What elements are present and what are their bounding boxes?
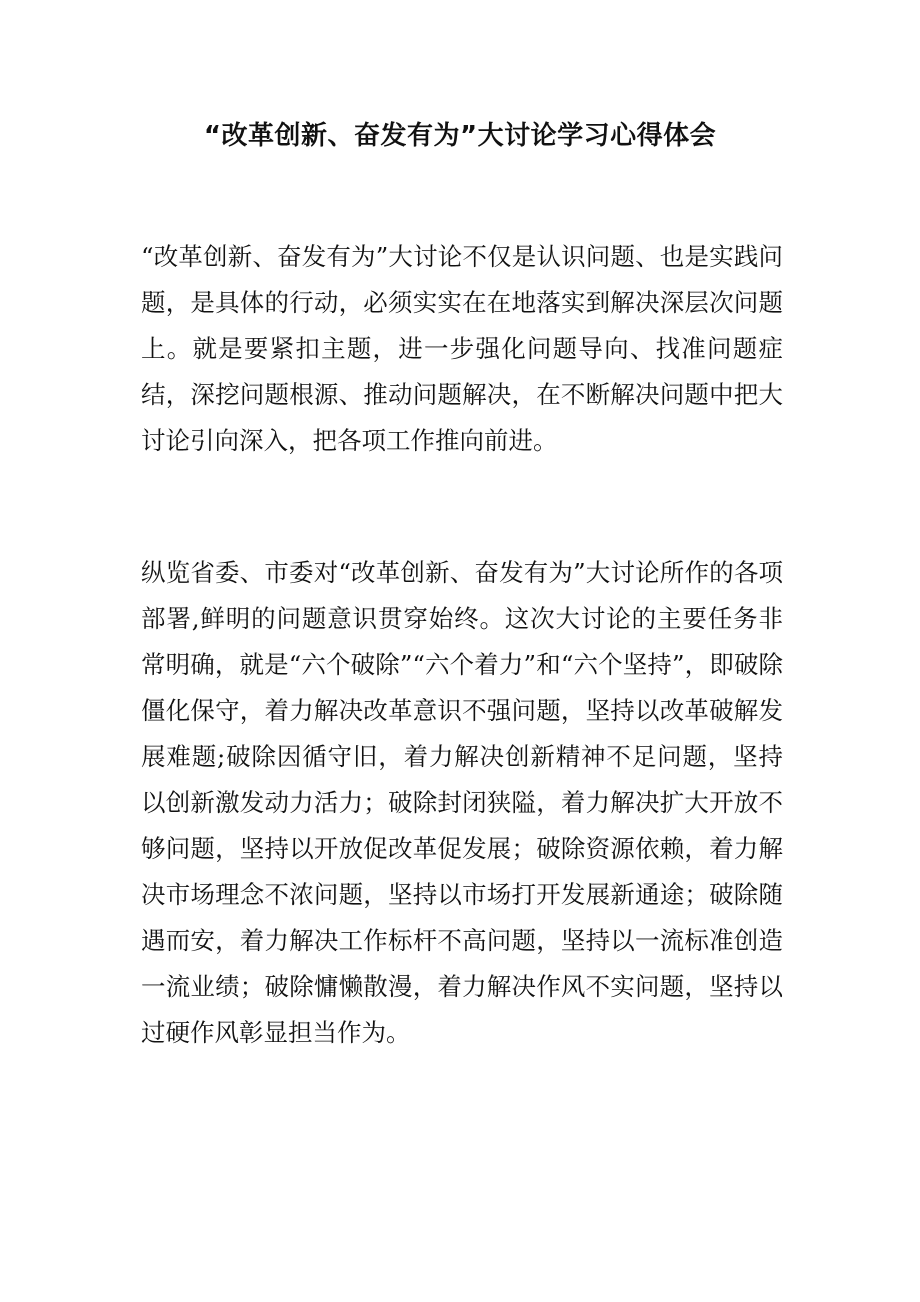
document-title: “改革创新、奋发有为”大讨论学习心得体会 bbox=[203, 121, 717, 151]
paragraph-2: 纵览省委、市委对“改革创新、奋发有为”大讨论所作的各项部署,鲜明的问题意识贯穿始终。这次大讨论的主要任务非常明确，就是“六个破除”“六个着力”和“六个坚持”，即破除僵化保守，着力解决改革意识不强问题，坚持以改革破解发展难题;破除因循守旧，着力解决创新精神不足问题，坚持以创新激发动力活力；破除封闭狭隘，着力解决扩大开放不够问题，坚持以开放促改革促发展；破除资源依赖，着力解决市场理念不浓问题，坚持以市场打开发展新通途；破除随遇而安，着力解决工作标杆不高问题，坚持以一流标准创造一流业绩；破除慵懒散漫，着力解决作风不实问题，坚持以过硬作风彰显担当作为。 bbox=[141, 558, 783, 1047]
paragraph-1: “改革创新、奋发有为”大讨论不仅是认识问题、也是实践问题，是具体的行动，必须实实在在地落实到解决深层次问题上。就是要紧扣主题，进一步强化问题导向、找准问题症结，深挖问题根源、推动问题解决，在不断解决问题中把大讨论引向深入，把各项工作推向前进。 bbox=[141, 242, 783, 455]
